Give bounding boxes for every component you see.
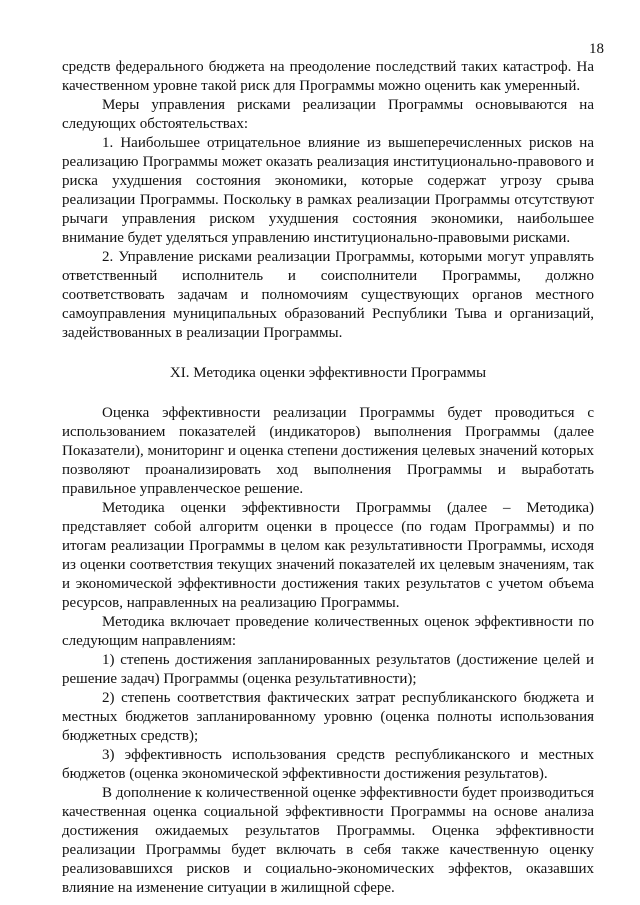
paragraph-evaluation-intro: Оценка эффективности реализации Программы будет проводиться с использованием показателей (индикаторов) выполнения Программы (далее Показатели), мониторинг и оценка степени достижения целевых значений которых позволяют проанализировать ход выполнения Программы и выработать правильное управленческое решение.	[62, 405, 594, 497]
paragraph-continuation: средств федерального бюджета на преодоление последствий таких катастроф. На качественном уровне такой риск для Программы можно оценить как умеренный.	[62, 59, 594, 94]
paragraph-risk-item-2: 2. Управление рисками реализации Программы, которыми могут управлять ответственный исполнитель и соисполнители Программы, должно соответствовать задачам и полномочиям существующих органов местного самоуправления муниципальных образований Республики Тыва и организаций, задействованных в реализации Программы.	[62, 249, 594, 341]
list-item-3: 3) эффективность использования средств республиканского и местных бюджетов (оценка экономической эффективности достижения результатов).	[62, 747, 594, 782]
paragraph-risk-measures-intro: Меры управления рисками реализации Программы основываются на следующих обстоятельствах:	[62, 97, 594, 132]
paragraph-risk-item-1: 1. Наибольшее отрицательное влияние из вышеперечисленных рисков на реализацию Программы может оказать реализация институционально-правового и риска ухудшения состояния экономики, которые содержат угрозу срыва реализации Программы. Поскольку в рамках реализации Программы отсутствуют рычаги управления риском ухудшения состояния экономики, наибольшее внимание будет уделяться управлению институционально-правовыми рисками.	[62, 135, 594, 246]
list-item-1: 1) степень достижения запланированных результатов (достижение целей и решение задач) Программы (оценка результативности);	[62, 652, 594, 687]
section-heading: XI. Методика оценки эффективности Программы	[169, 365, 487, 381]
paragraph-methodology-directions: Методика включает проведение количественных оценок эффективности по следующим направлениям:	[62, 614, 594, 649]
page-number: 18	[589, 41, 604, 57]
paragraph-qualitative-assessment: В дополнение к количественной оценке эффективности будет производиться качественная оценка социальной эффективности Программы на основе анализа достижения ожидаемых результатов Программы. Оценка эффективности реализации Программы будет включать в себя также качественную оценку реализовавшихся рисков и социально-экономических эффектов, оказавших влияние на изменение ситуации в жилищной сфере.	[62, 785, 594, 896]
document-body	[62, 58, 594, 898]
paragraph-methodology-definition: Методика оценки эффективности Программы (далее – Методика) представляет собой алгоритм оценки в процессе (по годам Программы) и по итогам реализации Программы в целом как результативности Программы, исходя из оценки соответствия текущих значений показателей их целевым значениям, так и экономической эффективности достижения таких результатов с учетом объема ресурсов, направленных на реализацию Программы.	[62, 500, 594, 611]
list-item-2: 2) степень соответствия фактических затрат республиканского бюджета и местных бюджетов запланированному уровню (оценка полноты использования бюджетных средств);	[62, 690, 594, 744]
